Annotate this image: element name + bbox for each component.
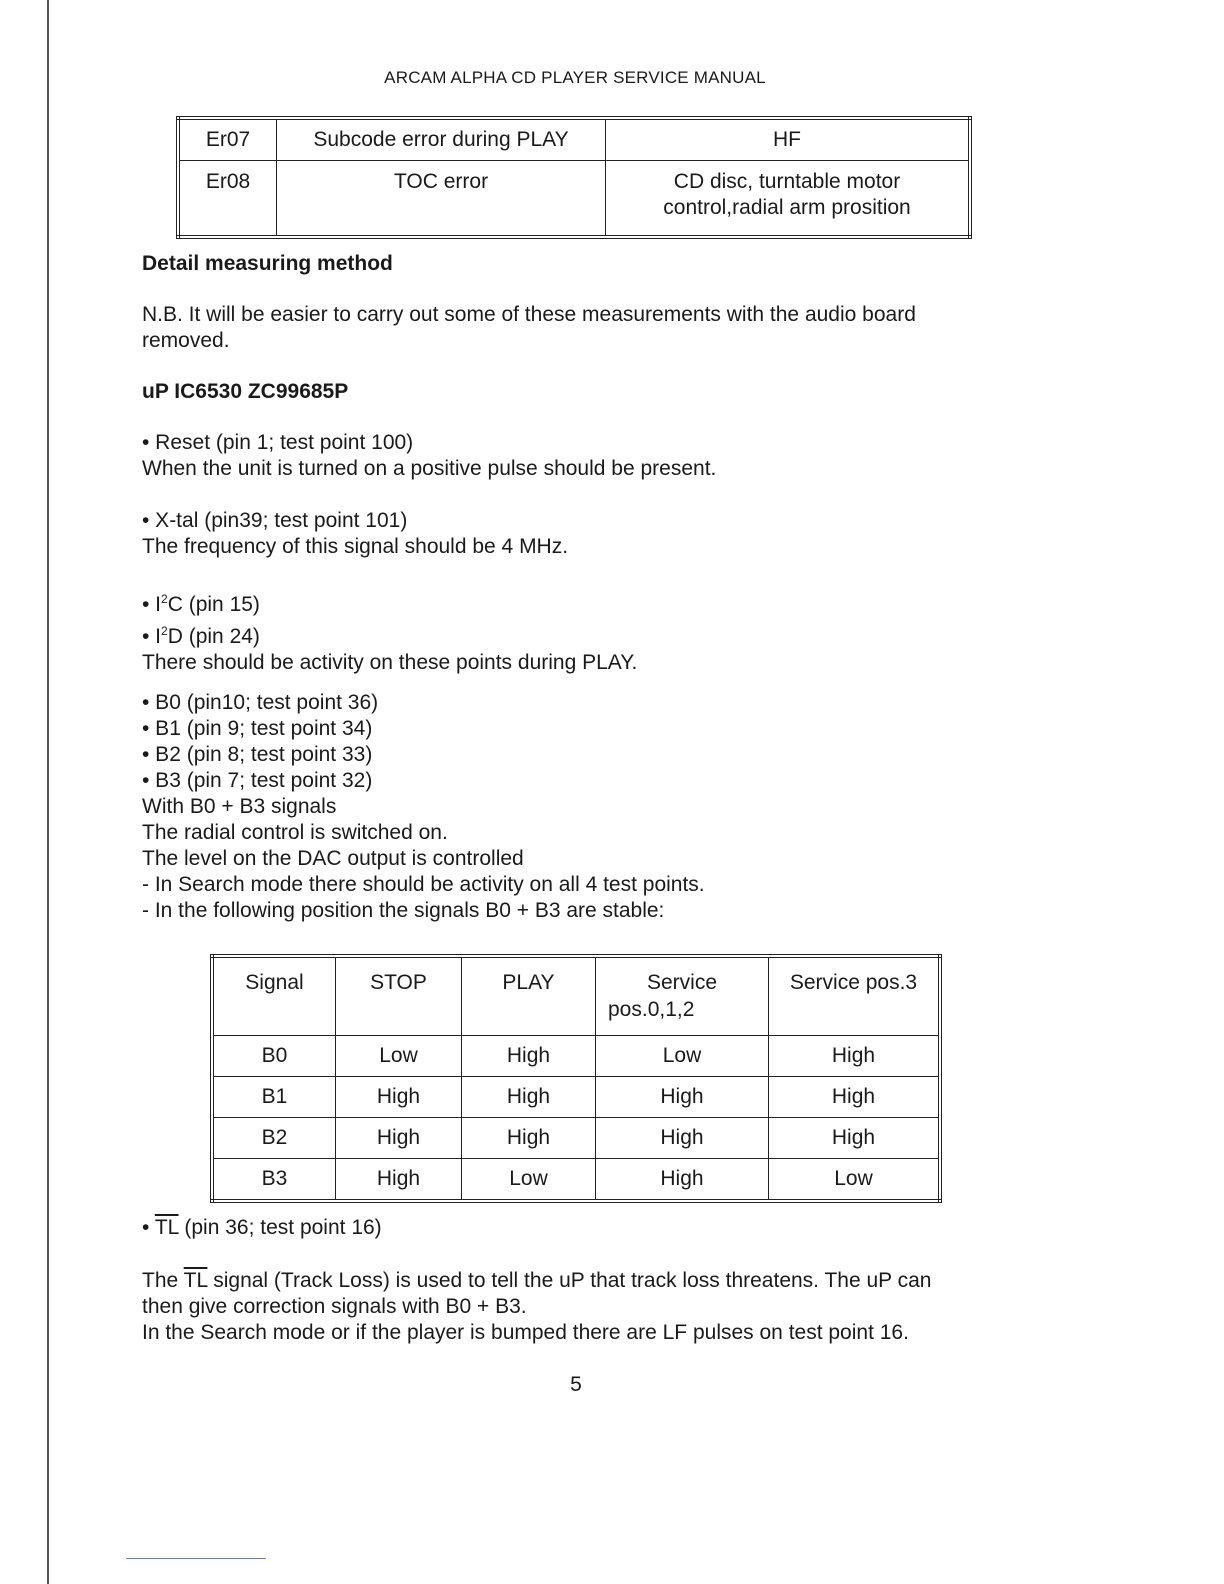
table-cell: B2 (212, 1118, 336, 1159)
table-row (212, 1118, 940, 1159)
signal-state-table (210, 954, 942, 1203)
xtal-section (142, 508, 1022, 560)
table-cell: High (462, 1118, 596, 1159)
note-line: N.B. It will be easier to carry out some of these measurements with the audio board (142, 303, 916, 326)
error-description: TOC error (277, 161, 606, 238)
table-cell: Low (769, 1159, 941, 1202)
table-cell: High (769, 1036, 941, 1077)
xtal-bullet: • X-tal (pin39; test point 101) (142, 509, 408, 532)
page-header: ARCAM ALPHA CD PLAYER SERVICE MANUAL (384, 68, 766, 87)
xtal-text: The frequency of this signal should be 4 MHz. (142, 535, 569, 558)
table-cell: B3 (212, 1159, 336, 1202)
table-row (212, 1036, 940, 1077)
b-line: The level on the DAC output is controlled (142, 847, 524, 870)
header-line: pos.0,1,2 (608, 998, 695, 1021)
b-line: • B0 (pin10; test point 36) (142, 691, 379, 714)
b-line: The radial control is switched on. (142, 821, 448, 844)
b-line: - In Search mode there should be activity on all 4 test points. (142, 873, 705, 896)
ic-title: uP IC6530 ZC99685P (142, 380, 349, 403)
header-cell: PLAY (462, 956, 596, 1036)
table-row (178, 161, 970, 238)
reset-section (142, 430, 1022, 482)
b-line: • B2 (pin 8; test point 33) (142, 743, 373, 766)
table-cell: Low (336, 1036, 462, 1077)
reset-text: When the unit is turned on a positive pulse should be present. (142, 457, 717, 480)
i2c-bullet-d: • $I^2D$ (pin 24) (142, 624, 260, 648)
table-cell: B0 (212, 1036, 336, 1077)
tl-bullet: • $\overline{TL}$ (pin 36; test point 16) (142, 1216, 382, 1239)
table-cell: High (596, 1077, 769, 1118)
table-row (178, 118, 970, 161)
table-header-row (212, 956, 940, 1036)
table-cell: High (769, 1077, 941, 1118)
table-cell: High (336, 1118, 462, 1159)
table-cell: B1 (212, 1077, 336, 1118)
table-cell: High (336, 1159, 462, 1202)
error-cause (606, 161, 971, 238)
b-line: • B3 (pin 7; test point 32) (142, 769, 373, 792)
header-cell: Service pos.3 (769, 956, 941, 1036)
table-cell: High (596, 1118, 769, 1159)
i2c-bullet-c: • $I^2C$ (pin 15) (142, 592, 260, 616)
cause-line: control,radial arm prosition (663, 196, 911, 219)
table-row (212, 1077, 940, 1118)
section-heading (142, 251, 1022, 277)
b-signals-section (142, 690, 1022, 924)
table-cell: High (462, 1077, 596, 1118)
header-cell: Signal (212, 956, 336, 1036)
error-cause (606, 118, 971, 161)
header-cell (596, 956, 769, 1036)
table-cell: Low (596, 1036, 769, 1077)
table-cell: High (769, 1118, 941, 1159)
error-code: Er07 (178, 118, 277, 161)
left-margin-rule (47, 0, 49, 1584)
b-line: - In the following position the signals B0 + B3 are stable: (142, 899, 665, 922)
cause-line: HF (773, 128, 801, 151)
i2c-section (142, 586, 1022, 676)
header-cell: STOP (336, 956, 462, 1036)
table-cell: High (336, 1077, 462, 1118)
cause-line: CD disc, turntable motor (673, 170, 901, 193)
table-cell: High (462, 1036, 596, 1077)
b-line: • B1 (pin 9; test point 34) (142, 717, 373, 740)
detail-heading: Detail measuring method (142, 252, 393, 275)
ic-subheading (142, 379, 1022, 405)
tl-description (142, 1268, 1042, 1346)
error-code-table (176, 116, 972, 239)
reset-bullet: • Reset (pin 1; test point 100) (142, 431, 414, 454)
b-line: With B0 + B3 signals (142, 795, 337, 818)
note-paragraph (142, 302, 1022, 354)
tl-para-line: then give correction signals with B0 + B3. (142, 1295, 527, 1318)
error-description: Subcode error during PLAY (277, 118, 606, 161)
footnote-rule (126, 1558, 266, 1559)
note-line: removed. (142, 329, 230, 352)
page-number: 5 (570, 1373, 582, 1396)
table-cell: Low (462, 1159, 596, 1202)
table-row (212, 1159, 940, 1202)
tl-bullet-block (142, 1215, 1022, 1241)
header-line: Service (646, 971, 718, 994)
tl-para-line: The $\overline{TL}$ signal (Track Loss) is used to tell the uP that track loss threatens. The uP can (142, 1269, 932, 1292)
tl-para-line: In the Search mode or if the player is bumped there are LF pulses on test point 16. (142, 1321, 909, 1344)
i2c-text: There should be activity on these points during PLAY. (142, 651, 638, 674)
error-code: Er08 (178, 161, 277, 238)
table-cell: High (596, 1159, 769, 1202)
